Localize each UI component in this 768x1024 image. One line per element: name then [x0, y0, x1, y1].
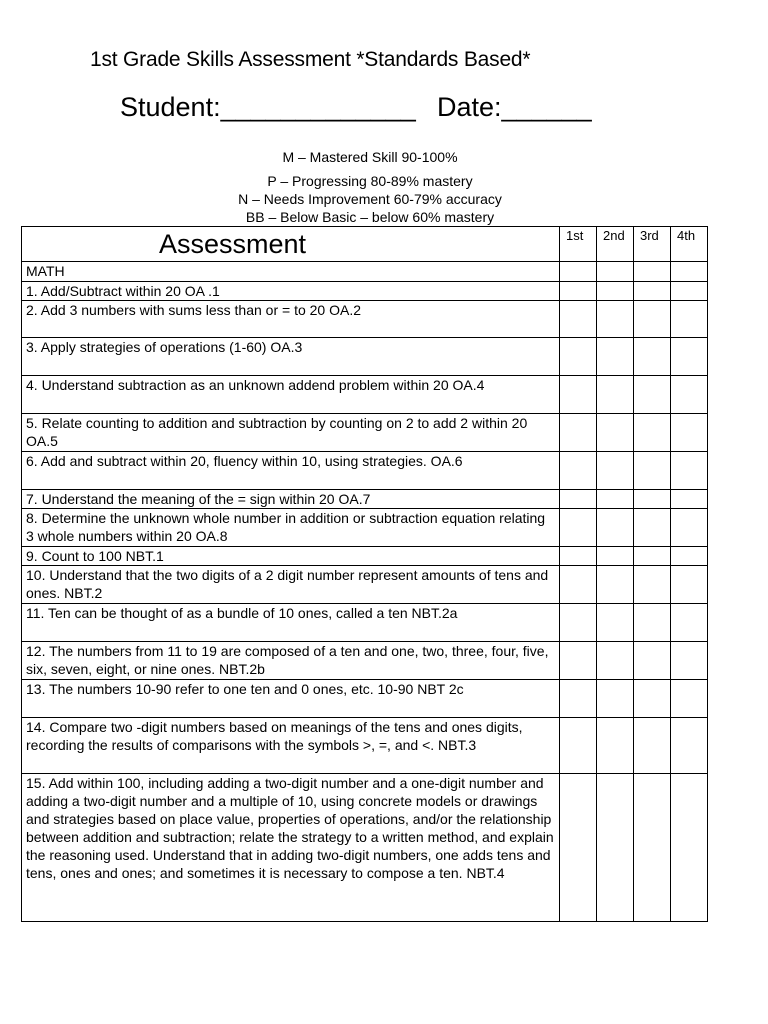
score-cell[interactable]	[671, 547, 708, 566]
score-cell[interactable]	[634, 718, 671, 774]
score-cell[interactable]	[634, 680, 671, 718]
score-cell[interactable]	[597, 718, 634, 774]
table-row	[22, 262, 708, 282]
score-cell[interactable]	[597, 774, 634, 922]
score-cell[interactable]	[560, 604, 597, 642]
score-cell[interactable]	[634, 338, 671, 376]
score-cell[interactable]	[634, 774, 671, 922]
quarter-header: 2nd	[597, 227, 634, 262]
score-cell[interactable]	[671, 680, 708, 718]
score-cell[interactable]	[634, 452, 671, 490]
table-row	[22, 414, 708, 452]
table-row	[22, 604, 708, 642]
score-cell[interactable]	[671, 566, 708, 604]
table-row	[22, 547, 708, 566]
score-cell[interactable]	[634, 547, 671, 566]
score-cell[interactable]	[671, 452, 708, 490]
table-row	[22, 452, 708, 490]
score-cell[interactable]	[597, 452, 634, 490]
score-cell[interactable]	[671, 282, 708, 301]
score-cell[interactable]	[597, 414, 634, 452]
score-cell[interactable]	[597, 282, 634, 301]
score-cell[interactable]	[597, 642, 634, 680]
skill-text: 6. Add and subtract within 20, fluency within 10, using strategies. OA.6	[22, 452, 560, 490]
score-cell[interactable]	[671, 509, 708, 547]
table-row	[22, 680, 708, 718]
skill-text: 13. The numbers 10-90 refer to one ten and 0 ones, etc. 10-90 NBT 2c	[22, 680, 560, 718]
skill-text: 9. Count to 100 NBT.1	[22, 547, 560, 566]
score-cell[interactable]	[597, 604, 634, 642]
score-cell[interactable]	[634, 376, 671, 414]
skill-text: 14. Compare two -digit numbers based on meanings of the tens and ones digits, recording the results of comparisons with the symbols >, =, and <. NBT.3	[22, 718, 560, 774]
score-cell[interactable]	[560, 774, 597, 922]
score-cell[interactable]	[560, 452, 597, 490]
score-cell[interactable]	[597, 566, 634, 604]
table-row	[22, 490, 708, 509]
score-cell[interactable]	[560, 566, 597, 604]
skill-text: 4. Understand subtraction as an unknown addend problem within 20 OA.4	[22, 376, 560, 414]
assessment-table	[21, 226, 708, 922]
score-cell[interactable]	[634, 566, 671, 604]
legend-below-basic: BB – Below Basic – below 60% mastery	[245, 209, 495, 225]
legend-mastered: M – Mastered Skill 90-100%	[282, 149, 458, 165]
table-row	[22, 566, 708, 604]
score-cell[interactable]	[671, 490, 708, 509]
score-cell[interactable]	[597, 547, 634, 566]
table-row	[22, 338, 708, 376]
skill-text: 3. Apply strategies of operations (1-60) OA.3	[22, 338, 560, 376]
date-label: Date:______	[437, 92, 592, 122]
table-header-row	[22, 227, 708, 262]
skill-text: 1. Add/Subtract within 20 OA .1	[22, 282, 560, 301]
score-cell[interactable]	[634, 414, 671, 452]
score-cell[interactable]	[634, 642, 671, 680]
score-cell[interactable]	[597, 301, 634, 338]
score-cell[interactable]	[560, 414, 597, 452]
score-cell[interactable]	[560, 509, 597, 547]
table-row	[22, 718, 708, 774]
score-cell[interactable]	[634, 604, 671, 642]
score-cell[interactable]	[634, 282, 671, 301]
skill-text: 15. Add within 100, including adding a two-digit number and a one-digit number and adding a two-digit number and a multiple of 10, using concrete models or drawings and strategies based on place value, properties of operations, and/or the relationship between addition and subtraction; relate the strategy to a written method, and explain the reasoning used. Understand that in adding two-digit numbers, one adds tens and tens, ones and ones; and sometimes it is necessary to compose a ten. NBT.4	[22, 774, 560, 922]
score-cell[interactable]	[597, 262, 634, 282]
score-cell[interactable]	[671, 604, 708, 642]
score-cell[interactable]	[560, 376, 597, 414]
assessment-heading: Assessment	[22, 227, 560, 262]
score-cell[interactable]	[560, 262, 597, 282]
score-cell[interactable]	[560, 680, 597, 718]
skill-text: 8. Determine the unknown whole number in addition or subtraction equation relating 3 whole numbers within 20 OA.8	[22, 509, 560, 547]
score-cell[interactable]	[560, 282, 597, 301]
table-row	[22, 509, 708, 547]
legend-progressing: P – Progressing 80-89% mastery	[267, 173, 473, 189]
skill-text: 12. The numbers from 11 to 19 are composed of a ten and one, two, three, four, five, six, seven, eight, or nine ones. NBT.2b	[22, 642, 560, 680]
score-cell[interactable]	[671, 642, 708, 680]
score-cell[interactable]	[671, 301, 708, 338]
quarter-header: 3rd	[634, 227, 671, 262]
skill-text: 11. Ten can be thought of as a bundle of 10 ones, called a ten NBT.2a	[22, 604, 560, 642]
score-cell[interactable]	[671, 718, 708, 774]
score-cell[interactable]	[671, 338, 708, 376]
table-row	[22, 642, 708, 680]
table-row	[22, 774, 708, 922]
legend-needs-improvement: N – Needs Improvement 60-79% accuracy	[238, 191, 502, 207]
score-cell[interactable]	[671, 414, 708, 452]
student-label: Student:_____________	[120, 92, 416, 122]
score-cell[interactable]	[671, 774, 708, 922]
score-cell[interactable]	[560, 490, 597, 509]
table-row	[22, 301, 708, 338]
score-cell[interactable]	[634, 490, 671, 509]
quarter-header: 4th	[671, 227, 708, 262]
score-cell[interactable]	[560, 642, 597, 680]
score-cell[interactable]	[597, 509, 634, 547]
table-row	[22, 376, 708, 414]
score-cell[interactable]	[634, 509, 671, 547]
score-cell[interactable]	[597, 338, 634, 376]
score-cell[interactable]	[597, 490, 634, 509]
page-title: 1st Grade Skills Assessment *Standards Based*	[90, 48, 531, 71]
score-cell[interactable]	[671, 376, 708, 414]
score-cell[interactable]	[560, 338, 597, 376]
skill-section-label: MATH	[22, 262, 560, 282]
skill-text: 2. Add 3 numbers with sums less than or = to 20 OA.2	[22, 301, 560, 338]
score-cell[interactable]	[597, 376, 634, 414]
score-cell[interactable]	[634, 301, 671, 338]
score-cell[interactable]	[560, 718, 597, 774]
score-cell[interactable]	[560, 547, 597, 566]
score-cell[interactable]	[597, 680, 634, 718]
table-row	[22, 282, 708, 301]
skill-text: 10. Understand that the two digits of a 2 digit number represent amounts of tens and ones. NBT.2	[22, 566, 560, 604]
score-cell[interactable]	[560, 301, 597, 338]
skill-text: 7. Understand the meaning of the = sign within 20 OA.7	[22, 490, 560, 509]
quarter-header: 1st	[560, 227, 597, 262]
score-cell[interactable]	[671, 262, 708, 282]
score-cell[interactable]	[634, 262, 671, 282]
skill-text: 5. Relate counting to addition and subtraction by counting on 2 to add 2 within 20 OA.5	[22, 414, 560, 452]
